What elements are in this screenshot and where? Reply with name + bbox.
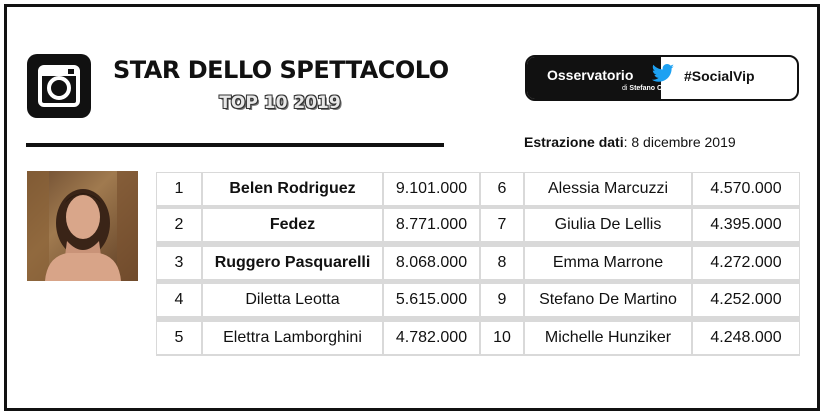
table-cell-rank: 2 [157, 209, 201, 241]
table-cell-name: Emma Marrone [525, 247, 691, 279]
table-cell-rank: 1 [157, 173, 201, 205]
table-cell-followers: 4.395.000 [693, 209, 799, 241]
table-cell-name: Giulia De Lellis [525, 209, 691, 241]
table-cell-followers: 9.101.000 [384, 173, 479, 205]
extraction-sep: : [623, 134, 632, 150]
table-cell-name: Elettra Lamborghini [203, 322, 382, 354]
table-cell-followers: 4.248.000 [693, 322, 799, 354]
table-cell-name: Fedez [203, 209, 382, 241]
osservatorio-badge [525, 55, 799, 101]
table-cell-name: Belen Rodriguez [203, 173, 382, 205]
table-cell-name: Stefano De Martino [525, 284, 691, 316]
table-cell-followers: 4.782.000 [384, 322, 479, 354]
table-cell-rank: 8 [481, 247, 523, 279]
ranking-table [156, 172, 800, 356]
table-cell-followers: 5.615.000 [384, 284, 479, 316]
twitter-bird-icon [651, 64, 675, 89]
table-cell-rank: 7 [481, 209, 523, 241]
table-cell-followers: 4.272.000 [693, 247, 799, 279]
table-cell-rank: 3 [157, 247, 201, 279]
badge-byline-name: Stefano Chiarazzo [629, 85, 691, 92]
table-cell-followers: 4.252.000 [693, 284, 799, 316]
extraction-date [524, 134, 736, 150]
table-cell-name: Ruggero Pasquarelli [203, 247, 382, 279]
featured-photo [27, 171, 138, 281]
title-divider [26, 143, 444, 147]
badge-name: Osservatorio [547, 67, 634, 83]
table-cell-rank: 5 [157, 322, 201, 354]
table-cell-name: Diletta Leotta [203, 284, 382, 316]
page-subtitle: TOP 10 2019 [219, 93, 341, 113]
instagram-icon [27, 54, 91, 118]
extraction-label: Estrazione dati [524, 134, 624, 150]
table-cell-rank: 4 [157, 284, 201, 316]
table-cell-name: Michelle Hunziker [525, 322, 691, 354]
table-cell-rank: 6 [481, 173, 523, 205]
page-title: STAR DELLO SPETTACOLO [113, 56, 449, 84]
badge-hashtag: #SocialVip [684, 68, 755, 84]
extraction-value: 8 dicembre 2019 [631, 134, 736, 150]
table-cell-followers: 8.771.000 [384, 209, 479, 241]
badge-byline-prefix: di [622, 85, 630, 92]
table-cell-rank: 10 [481, 322, 523, 354]
table-cell-name: Alessia Marcuzzi [525, 173, 691, 205]
table-cell-followers: 8.068.000 [384, 247, 479, 279]
table-cell-rank: 9 [481, 284, 523, 316]
table-cell-followers: 4.570.000 [693, 173, 799, 205]
